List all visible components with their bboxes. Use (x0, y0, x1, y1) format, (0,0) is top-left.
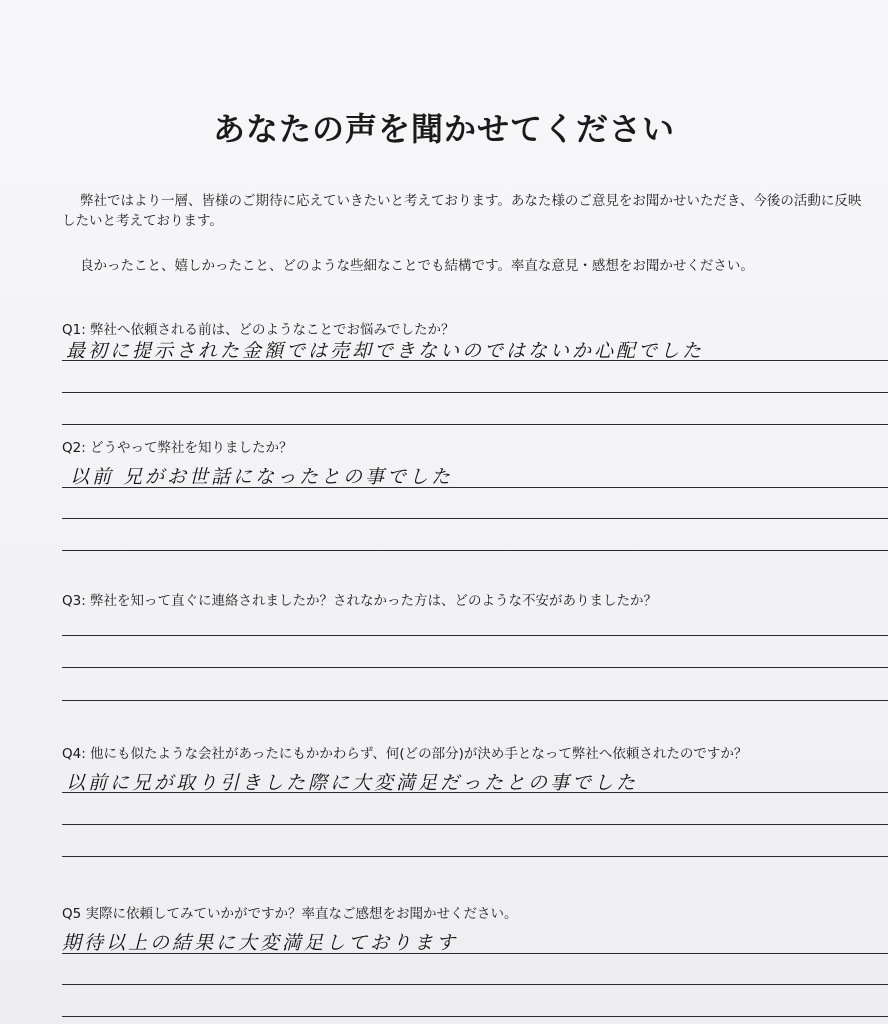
question-3-label: Q3: 弊社を知って直ぐに連絡されましたか？されなかった方は、どのような不安がありましたか？ (62, 593, 658, 609)
question-4-label: Q4: 他にも似たような会社があったにもかかわらず、何(どの部分)が決め手となって弊社へ依頼されたのですか？ (62, 746, 748, 762)
answer-line (62, 953, 888, 954)
question-1-answer: 最初に提示された金額では売却できないのではないか心配でした (66, 340, 705, 362)
answer-line (62, 635, 888, 636)
answer-line (62, 518, 888, 519)
answer-line (62, 824, 888, 825)
answer-line (62, 700, 888, 701)
answer-line (62, 667, 888, 668)
answer-line (62, 487, 888, 488)
answer-line (62, 424, 888, 425)
intro-paragraph-2: 良かったこと、嬉しかったこと、どのような些細なことでも結構です。率直な意見・感想をお聞かせください。 (80, 258, 754, 274)
question-2-label: Q2: どうやって弊社を知りましたか？ (62, 440, 293, 456)
question-4-answer: 以前に兄が取り引きした際に大変満足だったとの事でした (66, 772, 639, 794)
question-1-label: Q1: 弊社へ依頼される前は、どのようなことでお悩みでしたか？ (62, 322, 455, 338)
question-2-answer: 以前 兄がお世話になったとの事でした (70, 466, 454, 488)
question-5-label: Q5 実際に依頼してみていかがですか？率直なご感想をお聞かせください。 (62, 906, 518, 922)
answer-line (62, 392, 888, 393)
intro-paragraph-1: 弊社ではより一層、皆様のご期待に応えていきたいと考えております。あなた様のご意見をお聞かせいただき、今後の活動に反映したいと考えております。 (62, 193, 862, 229)
answer-line (62, 984, 888, 985)
answer-line (62, 550, 888, 551)
answer-line (62, 1016, 888, 1017)
page-title: あなたの声を聞かせてください (212, 110, 675, 148)
answer-line (62, 360, 888, 361)
answer-line (62, 856, 888, 857)
question-5-answer: 期待以上の結果に大変満足しております (62, 932, 459, 954)
answer-line (62, 792, 888, 793)
